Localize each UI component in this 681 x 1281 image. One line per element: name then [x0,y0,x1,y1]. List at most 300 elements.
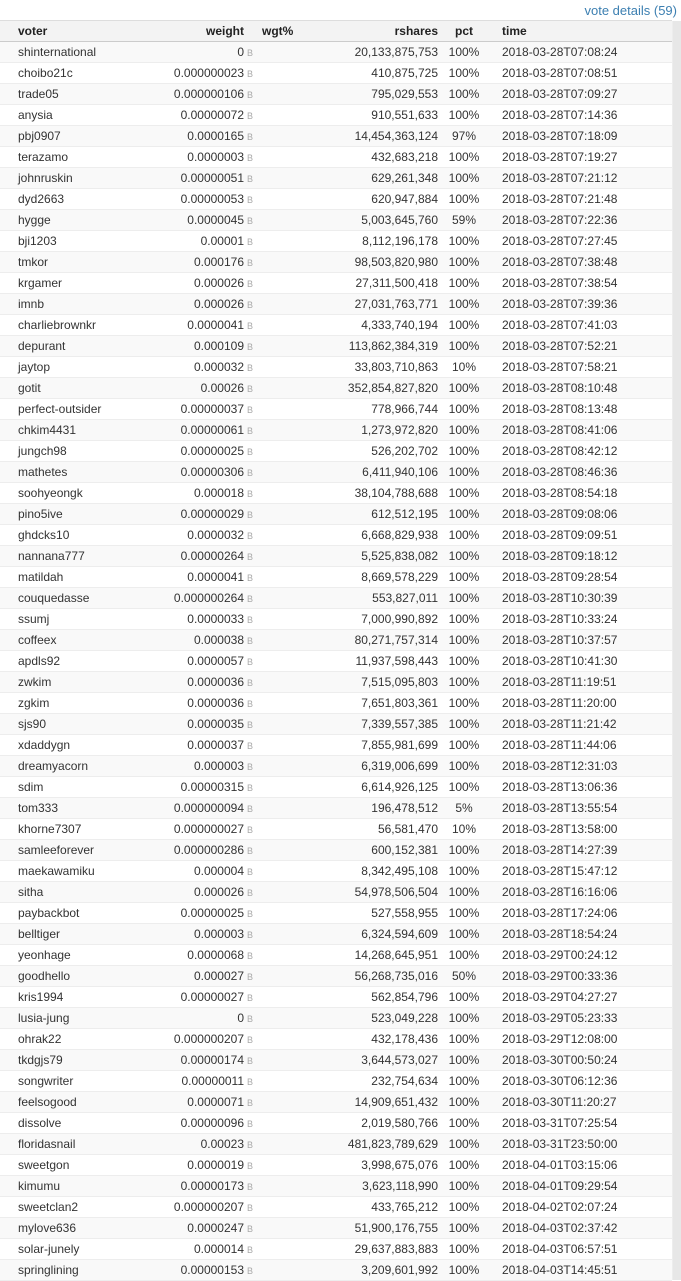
voter-cell: yeonhage [0,945,150,966]
weight-cell: 0.000027 B [150,966,256,987]
voter-cell: kimumu [0,1176,150,1197]
pct-cell: 10% [441,819,487,840]
table-row [0,861,672,882]
weight-unit-symbol: B [247,195,254,205]
pct-cell: 97% [441,126,487,147]
pct-cell: 100% [441,903,487,924]
table-row [0,945,672,966]
rshares-cell: 38,104,788,688 [300,483,441,504]
weight-cell: 0.000000106 B [150,84,256,105]
wgtpct-cell [256,882,300,903]
weight-cell: 0.0000036 B [150,693,256,714]
time-cell: 2018-03-28T07:41:03 [487,315,672,336]
table-row [0,210,672,231]
voter-cell: bji1203 [0,231,150,252]
table-row [0,315,672,336]
wgtpct-cell [256,63,300,84]
table-row [0,294,672,315]
table-row [0,630,672,651]
pct-cell: 100% [441,1197,487,1218]
voter-cell: feelsogood [0,1092,150,1113]
pct-cell: 59% [441,210,487,231]
weight-cell: 0.000000264 B [150,588,256,609]
pct-cell: 100% [441,1071,487,1092]
weight-unit-symbol: B [247,174,254,184]
voter-cell: samleeforever [0,840,150,861]
table-header [0,21,672,42]
voter-cell: ssumj [0,609,150,630]
table-row [0,546,672,567]
voter-cell: sweetgon [0,1155,150,1176]
table-row [0,777,672,798]
column-header-pct: pct [441,21,487,42]
time-cell: 2018-03-31T07:25:54 [487,1113,672,1134]
wgtpct-cell [256,1008,300,1029]
time-cell: 2018-03-28T07:52:21 [487,336,672,357]
time-cell: 2018-03-28T08:10:48 [487,378,672,399]
time-cell: 2018-03-28T11:44:06 [487,735,672,756]
weight-cell: 0.000003 B [150,756,256,777]
wgtpct-cell [256,714,300,735]
time-cell: 2018-03-28T08:54:18 [487,483,672,504]
weight-unit-symbol: B [247,1014,254,1024]
weight-cell: 0.00000061 B [150,420,256,441]
pct-cell: 100% [441,630,487,651]
rshares-cell: 795,029,553 [300,84,441,105]
weight-unit-symbol: B [247,153,254,163]
table-row [0,420,672,441]
voter-cell: pino5ive [0,504,150,525]
table-row [0,42,672,63]
weight-cell: 0.00000174 B [150,1050,256,1071]
weight-cell: 0.000003 B [150,924,256,945]
rshares-cell: 526,202,702 [300,441,441,462]
rshares-cell: 27,311,500,418 [300,273,441,294]
wgtpct-cell [256,147,300,168]
voter-cell: belltiger [0,924,150,945]
rshares-cell: 527,558,955 [300,903,441,924]
time-cell: 2018-04-03T06:57:51 [487,1239,672,1260]
pct-cell: 100% [441,945,487,966]
time-cell: 2018-03-28T12:31:03 [487,756,672,777]
table-row [0,882,672,903]
time-cell: 2018-03-28T13:58:00 [487,819,672,840]
weight-cell: 0.00000264 B [150,546,256,567]
pct-cell: 100% [441,882,487,903]
wgtpct-cell [256,966,300,987]
vote-details-link[interactable]: vote details (59) [584,3,677,18]
column-header-weight: weight [150,21,256,42]
rshares-cell: 612,512,195 [300,504,441,525]
weight-unit-symbol: B [247,1224,254,1234]
table-row [0,105,672,126]
voter-cell: depurant [0,336,150,357]
pct-cell: 100% [441,861,487,882]
time-cell: 2018-03-28T07:08:51 [487,63,672,84]
voter-cell: tkdgjs79 [0,1050,150,1071]
time-cell: 2018-03-28T07:09:27 [487,84,672,105]
voter-cell: khorne7307 [0,819,150,840]
wgtpct-cell [256,1092,300,1113]
wgtpct-cell [256,1155,300,1176]
rshares-cell: 7,339,557,385 [300,714,441,735]
wgtpct-cell [256,126,300,147]
weight-unit-symbol: B [247,447,254,457]
wgtpct-cell [256,945,300,966]
weight-unit-symbol: B [247,762,254,772]
weight-unit-symbol: B [247,237,254,247]
column-header-rshares: rshares [300,21,441,42]
pct-cell: 10% [441,357,487,378]
wgtpct-cell [256,630,300,651]
wgtpct-cell [256,483,300,504]
table-row [0,357,672,378]
rshares-cell: 5,003,645,760 [300,210,441,231]
weight-cell: 0.00000025 B [150,441,256,462]
time-cell: 2018-03-28T16:16:06 [487,882,672,903]
wgtpct-cell [256,336,300,357]
weight-unit-symbol: B [247,1140,254,1150]
table-row [0,1092,672,1113]
rshares-cell: 553,827,011 [300,588,441,609]
table-row [0,1134,672,1155]
wgtpct-cell [256,168,300,189]
time-cell: 2018-04-03T02:37:42 [487,1218,672,1239]
weight-cell: 0.0000037 B [150,735,256,756]
rshares-cell: 778,966,744 [300,399,441,420]
wgtpct-cell [256,819,300,840]
weight-unit-symbol: B [247,678,254,688]
pct-cell: 100% [441,525,487,546]
rshares-cell: 56,581,470 [300,819,441,840]
weight-cell: 0.000004 B [150,861,256,882]
pct-cell: 100% [441,1008,487,1029]
weight-unit-symbol: B [247,1119,254,1129]
time-cell: 2018-03-28T08:42:12 [487,441,672,462]
weight-cell: 0.000000207 B [150,1197,256,1218]
rshares-cell: 27,031,763,771 [300,294,441,315]
table-row [0,966,672,987]
pct-cell: 100% [441,1134,487,1155]
voter-cell: sweetclan2 [0,1197,150,1218]
rshares-cell: 54,978,506,504 [300,882,441,903]
wgtpct-cell [256,840,300,861]
wgtpct-cell [256,42,300,63]
time-cell: 2018-03-29T00:33:36 [487,966,672,987]
weight-unit-symbol: B [247,573,254,583]
column-header-time: time [487,21,672,42]
voter-cell: zgkim [0,693,150,714]
vote-table-body [0,42,672,1281]
wgtpct-cell [256,1176,300,1197]
voter-cell: jungch98 [0,441,150,462]
rshares-cell: 11,937,598,443 [300,651,441,672]
weight-unit-symbol: B [247,552,254,562]
weight-unit-symbol: B [247,615,254,625]
table-row [0,1260,672,1281]
weight-unit-symbol: B [247,90,254,100]
weight-cell: 0.0000033 B [150,609,256,630]
voter-cell: mathetes [0,462,150,483]
rshares-cell: 6,614,926,125 [300,777,441,798]
voter-cell: coffeex [0,630,150,651]
pct-cell: 100% [441,714,487,735]
weight-unit-symbol: B [247,1035,254,1045]
weight-unit-symbol: B [247,741,254,751]
weight-unit-symbol: B [247,867,254,877]
voter-cell: krgamer [0,273,150,294]
table-row [0,588,672,609]
weight-cell: 0.000176 B [150,252,256,273]
wgtpct-cell [256,357,300,378]
time-cell: 2018-03-30T11:20:27 [487,1092,672,1113]
weight-cell: 0.00000029 B [150,504,256,525]
table-row [0,567,672,588]
rshares-cell: 20,133,875,753 [300,42,441,63]
wgtpct-cell [256,651,300,672]
time-cell: 2018-03-28T15:47:12 [487,861,672,882]
rshares-cell: 629,261,348 [300,168,441,189]
voter-cell: solar-junely [0,1239,150,1260]
rshares-cell: 432,178,436 [300,1029,441,1050]
weight-unit-symbol: B [247,489,254,499]
scrollbar-track[interactable] [672,21,681,1280]
wgtpct-cell [256,504,300,525]
rshares-cell: 29,637,883,883 [300,1239,441,1260]
wgtpct-cell [256,420,300,441]
voter-cell: dyd2663 [0,189,150,210]
wgtpct-cell [256,1134,300,1155]
pct-cell: 100% [441,567,487,588]
voter-cell: dreamyacorn [0,756,150,777]
table-row [0,273,672,294]
wgtpct-cell [256,588,300,609]
weight-unit-symbol: B [247,1266,254,1276]
weight-cell: 0.00000173 B [150,1176,256,1197]
weight-unit-symbol: B [247,699,254,709]
table-row [0,1008,672,1029]
pct-cell: 5% [441,798,487,819]
weight-cell: 0.00000025 B [150,903,256,924]
weight-cell: 0.00000096 B [150,1113,256,1134]
rshares-cell: 3,998,675,076 [300,1155,441,1176]
weight-unit-symbol: B [247,720,254,730]
pct-cell: 100% [441,777,487,798]
time-cell: 2018-04-01T09:29:54 [487,1176,672,1197]
weight-unit-symbol: B [247,216,254,226]
table-row [0,252,672,273]
pct-cell: 100% [441,1050,487,1071]
pct-cell: 100% [441,1155,487,1176]
pct-cell: 100% [441,588,487,609]
weight-unit-symbol: B [247,258,254,268]
pct-cell: 100% [441,1239,487,1260]
voter-cell: dissolve [0,1113,150,1134]
rshares-cell: 1,273,972,820 [300,420,441,441]
weight-unit-symbol: B [247,384,254,394]
wgtpct-cell [256,924,300,945]
table-row [0,231,672,252]
voter-cell: xdaddygn [0,735,150,756]
weight-unit-symbol: B [247,783,254,793]
rshares-cell: 562,854,796 [300,987,441,1008]
table-row [0,168,672,189]
time-cell: 2018-03-28T07:18:09 [487,126,672,147]
pct-cell: 100% [441,420,487,441]
voter-cell: springlining [0,1260,150,1281]
pct-cell: 100% [441,168,487,189]
weight-cell: 0.00023 B [150,1134,256,1155]
pct-cell: 100% [441,1176,487,1197]
voter-cell: matildah [0,567,150,588]
voter-cell: paybackbot [0,903,150,924]
pct-cell: 100% [441,735,487,756]
weight-cell: 0.000038 B [150,630,256,651]
time-cell: 2018-03-28T07:58:21 [487,357,672,378]
table-row [0,1071,672,1092]
wgtpct-cell [256,84,300,105]
rshares-cell: 2,019,580,766 [300,1113,441,1134]
weight-unit-symbol: B [247,993,254,1003]
voter-cell: chkim4431 [0,420,150,441]
weight-unit-symbol: B [247,279,254,289]
table-row [0,399,672,420]
time-cell: 2018-03-28T09:08:06 [487,504,672,525]
weight-unit-symbol: B [247,594,254,604]
wgtpct-cell [256,735,300,756]
rshares-cell: 7,855,981,699 [300,735,441,756]
wgtpct-cell [256,525,300,546]
weight-cell: 0.00000315 B [150,777,256,798]
weight-cell: 0.0000003 B [150,147,256,168]
wgtpct-cell [256,441,300,462]
rshares-cell: 56,268,735,016 [300,966,441,987]
time-cell: 2018-03-28T11:20:00 [487,693,672,714]
voter-cell: imnb [0,294,150,315]
rshares-cell: 7,651,803,361 [300,693,441,714]
voter-cell: zwkim [0,672,150,693]
weight-unit-symbol: B [247,1203,254,1213]
voter-cell: songwriter [0,1071,150,1092]
rshares-cell: 6,668,829,938 [300,525,441,546]
table-row [0,756,672,777]
rshares-cell: 8,112,196,178 [300,231,441,252]
voter-cell: kris1994 [0,987,150,1008]
weight-unit-symbol: B [247,657,254,667]
weight-unit-symbol: B [247,951,254,961]
voter-cell: goodhello [0,966,150,987]
rshares-cell: 33,803,710,863 [300,357,441,378]
weight-cell: 0.000000286 B [150,840,256,861]
table-row [0,693,672,714]
time-cell: 2018-04-03T14:45:51 [487,1260,672,1281]
time-cell: 2018-03-29T12:08:00 [487,1029,672,1050]
voter-cell: tom333 [0,798,150,819]
weight-cell: 0.00000037 B [150,399,256,420]
weight-unit-symbol: B [247,111,254,121]
weight-cell: 0.0000019 B [150,1155,256,1176]
table-row [0,987,672,1008]
table-row [0,735,672,756]
rshares-cell: 352,854,827,820 [300,378,441,399]
pct-cell: 100% [441,84,487,105]
weight-cell: 0.000014 B [150,1239,256,1260]
rshares-cell: 432,683,218 [300,147,441,168]
weight-unit-symbol: B [247,846,254,856]
table-row [0,126,672,147]
table-row [0,336,672,357]
wgtpct-cell [256,567,300,588]
weight-cell: 0.000109 B [150,336,256,357]
time-cell: 2018-03-30T06:12:36 [487,1071,672,1092]
pct-cell: 100% [441,441,487,462]
rshares-cell: 6,411,940,106 [300,462,441,483]
pct-cell: 100% [441,693,487,714]
weight-unit-symbol: B [247,510,254,520]
table-row [0,378,672,399]
table-row [0,903,672,924]
weight-cell: 0.00000053 B [150,189,256,210]
voter-cell: johnruskin [0,168,150,189]
time-cell: 2018-03-28T09:28:54 [487,567,672,588]
weight-unit-symbol: B [247,69,254,79]
table-row [0,147,672,168]
time-cell: 2018-03-28T09:09:51 [487,525,672,546]
rshares-cell: 80,271,757,314 [300,630,441,651]
pct-cell: 100% [441,483,487,504]
weight-cell: 0.0000035 B [150,714,256,735]
pct-cell: 100% [441,399,487,420]
weight-unit-symbol: B [247,132,254,142]
rshares-cell: 14,909,651,432 [300,1092,441,1113]
wgtpct-cell [256,987,300,1008]
voter-cell: trade05 [0,84,150,105]
rshares-cell: 98,503,820,980 [300,252,441,273]
pct-cell: 100% [441,924,487,945]
table-row [0,1155,672,1176]
time-cell: 2018-03-28T07:22:36 [487,210,672,231]
pct-cell: 100% [441,63,487,84]
rshares-cell: 196,478,512 [300,798,441,819]
time-cell: 2018-03-29T05:23:33 [487,1008,672,1029]
table-row [0,609,672,630]
weight-unit-symbol: B [247,363,254,373]
weight-unit-symbol: B [247,930,254,940]
time-cell: 2018-03-29T04:27:27 [487,987,672,1008]
weight-unit-symbol: B [247,342,254,352]
weight-unit-symbol: B [247,426,254,436]
rshares-cell: 3,209,601,992 [300,1260,441,1281]
column-header-voter: voter [0,21,150,42]
time-cell: 2018-03-28T08:41:06 [487,420,672,441]
vote-details-table [0,20,672,1281]
rshares-cell: 6,319,006,699 [300,756,441,777]
pct-cell: 100% [441,336,487,357]
rshares-cell: 14,454,363,124 [300,126,441,147]
rshares-cell: 51,900,176,755 [300,1218,441,1239]
weight-unit-symbol: B [247,405,254,415]
wgtpct-cell [256,1260,300,1281]
wgtpct-cell [256,903,300,924]
weight-cell: 0.00001 B [150,231,256,252]
weight-cell: 0.0000041 B [150,315,256,336]
weight-unit-symbol: B [247,1245,254,1255]
weight-cell: 0.00000051 B [150,168,256,189]
weight-cell: 0.0000165 B [150,126,256,147]
time-cell: 2018-03-31T23:50:00 [487,1134,672,1155]
pct-cell: 100% [441,609,487,630]
voter-cell: lusia-jung [0,1008,150,1029]
